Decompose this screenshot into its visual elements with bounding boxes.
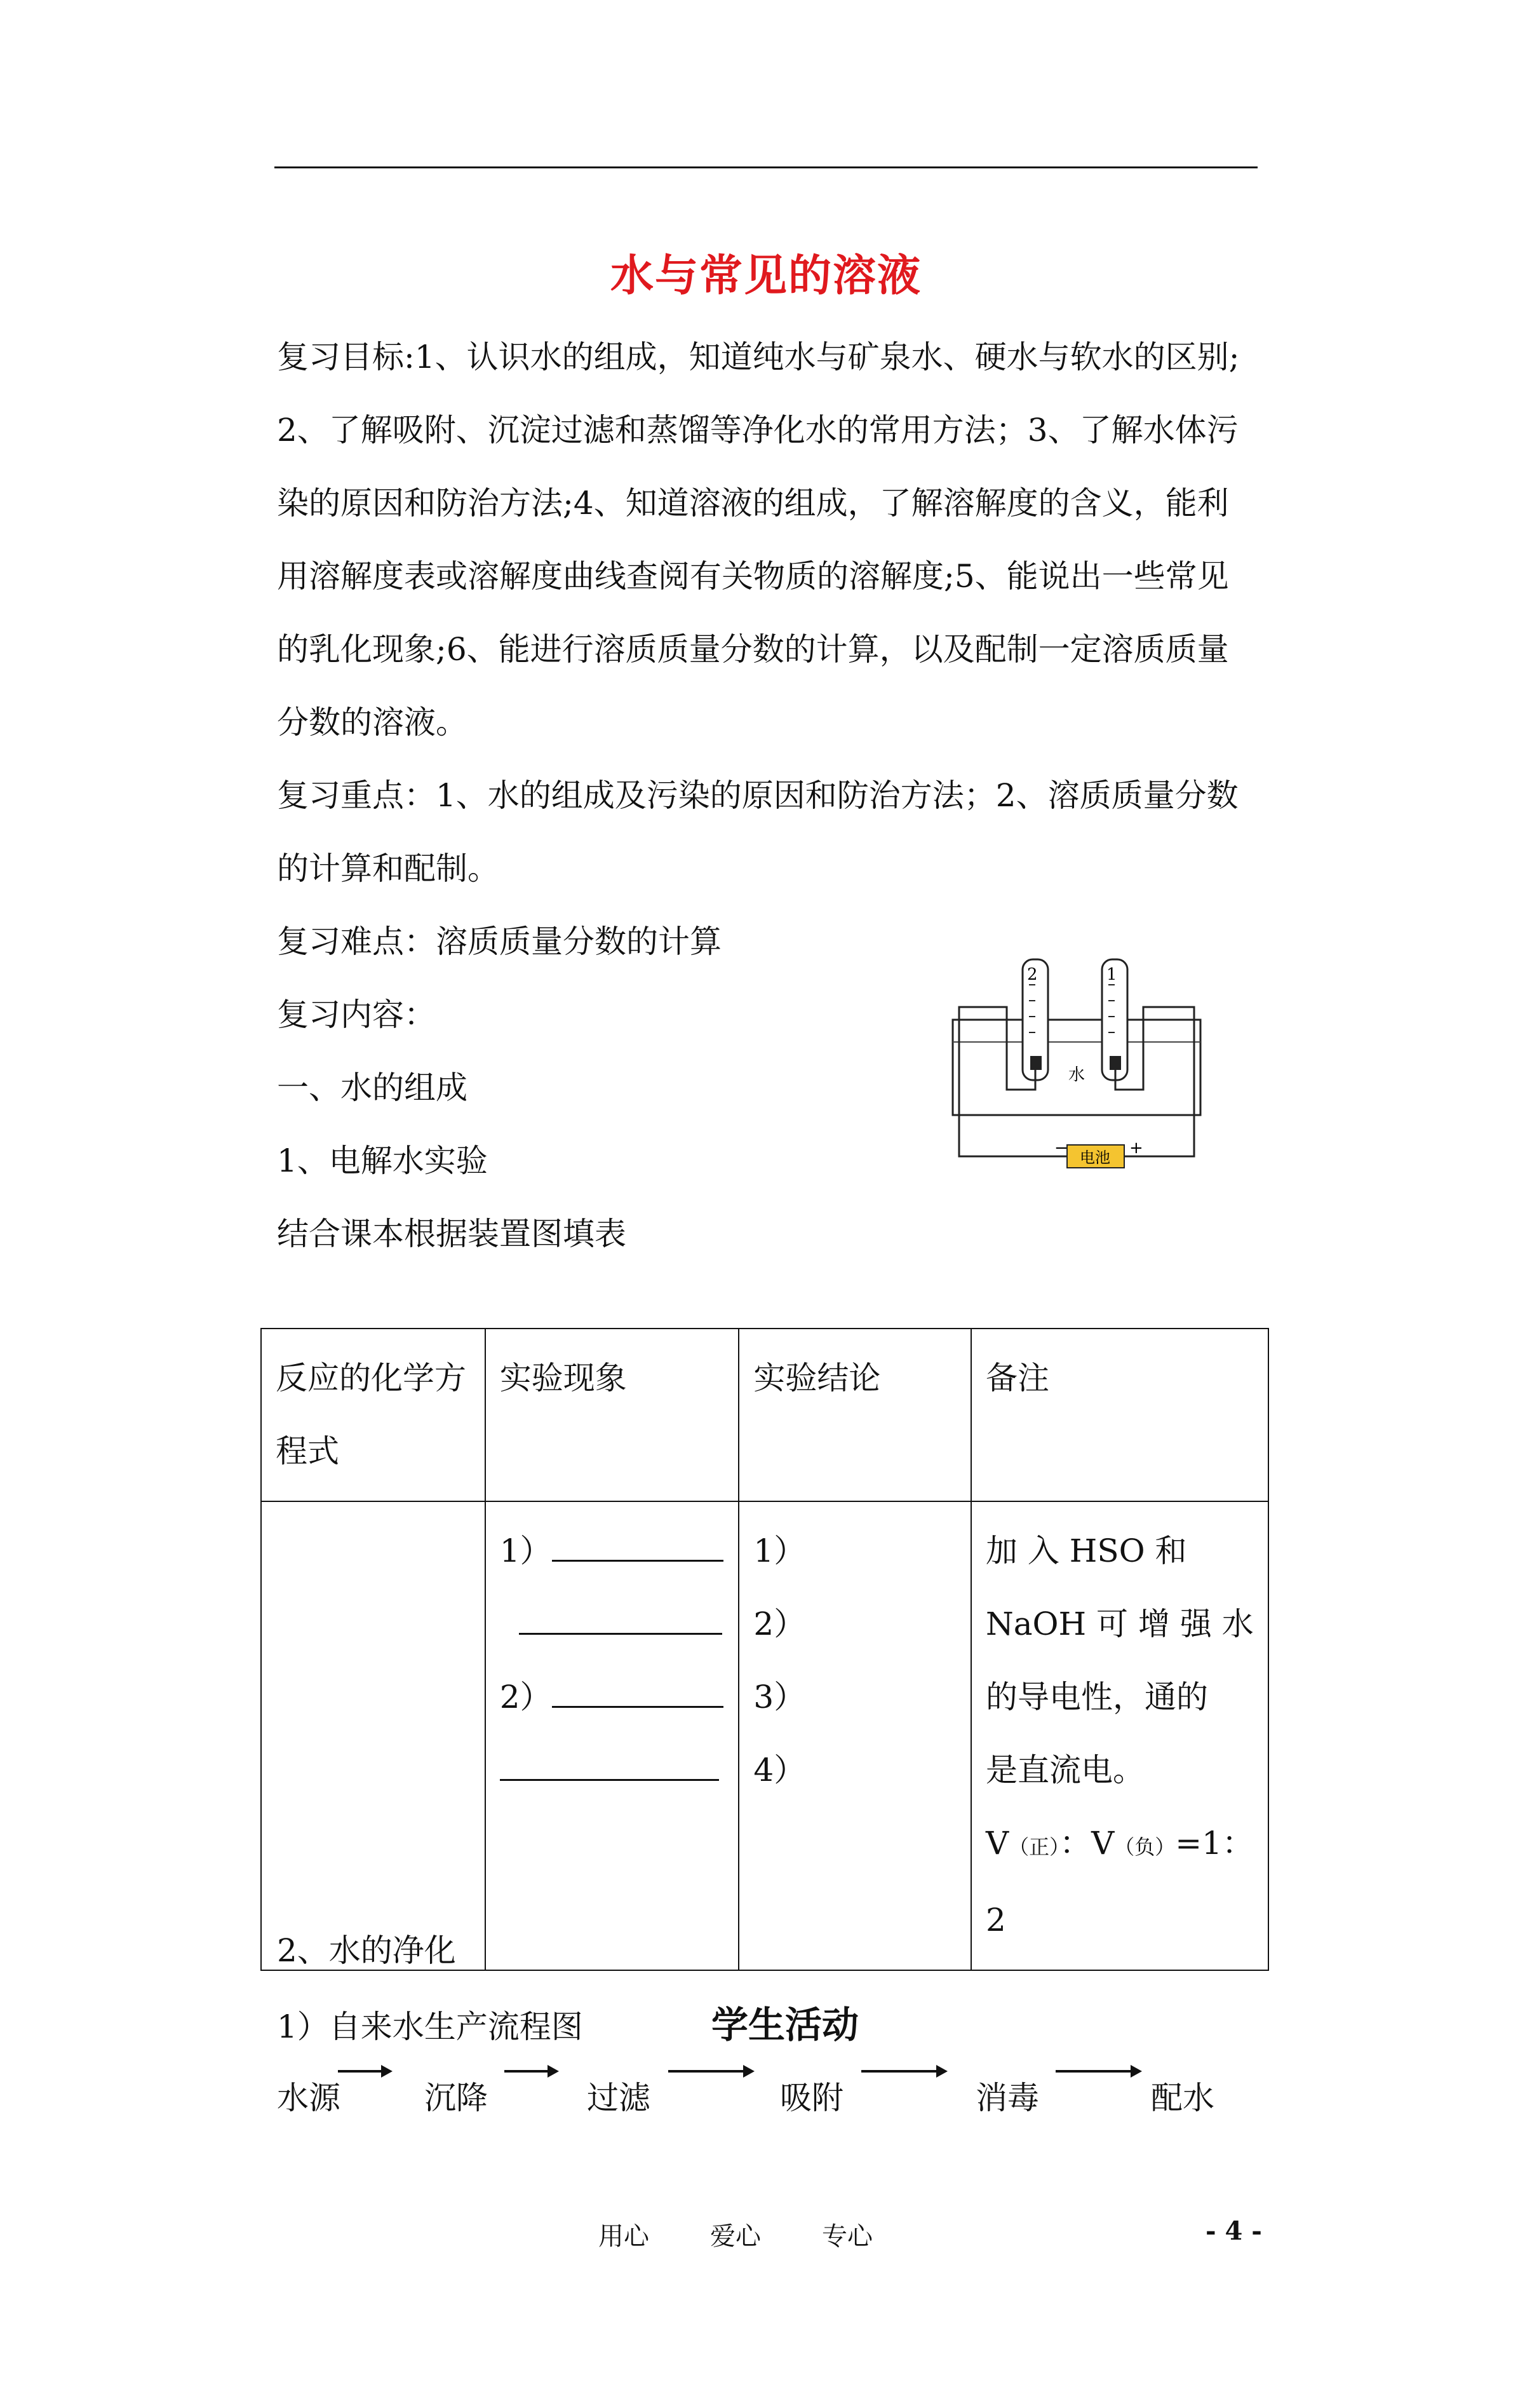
footer-word: 用心 (598, 2222, 649, 2251)
goals-line: 染的原因和防治方法;4、知道溶液的组成，了解溶解度的含义，能利 (277, 485, 1229, 522)
table-header-row (261, 1329, 1268, 1501)
arrow-icon (503, 2062, 560, 2081)
answer-blank[interactable] (552, 1529, 723, 1562)
left-electrode (1030, 1056, 1042, 1070)
phenomena-cell: 1） 2） (485, 1501, 739, 1970)
electrolysis-apparatus-diagram (946, 947, 1213, 1182)
notes-cell: 加 入 HSO 和 NaOH 可 增 强 水 的导电性，通的 是直流电。 V（正）：V（负）=1： 2 (971, 1501, 1268, 1970)
arrow-icon (337, 2062, 394, 2081)
right-tube-label: 1 (1106, 965, 1117, 984)
right-electrode (1110, 1056, 1121, 1070)
water-label: 水 (1068, 1065, 1085, 1085)
page-title: 水与常见的溶液 (610, 250, 922, 301)
arrow-icon (860, 2062, 949, 2081)
header-rule (274, 166, 1258, 168)
goals-line: 分数的溶液。 (277, 704, 467, 741)
footer-word: 专心 (822, 2222, 873, 2251)
answer-blank[interactable] (500, 1749, 719, 1781)
experiment-table (260, 1328, 1269, 1971)
equation-cell[interactable] (261, 1501, 485, 1970)
goals-line: 复习目标:1、认识水的组成，知道纯水与矿泉水、硬水与软水的区别; (277, 339, 1240, 375)
header-phenomena: 实验现象 (485, 1329, 739, 1501)
difficulty-line: 复习难点：溶质质量分数的计算 (277, 923, 722, 960)
goals-line: 用溶解度表或溶解度曲线查阅有关物质的溶解度;5、能说出一些常见 (277, 558, 1229, 595)
flow-step: 配水 (1151, 2080, 1214, 2116)
volume-ratio: V（正）：V（负）=1： (986, 1825, 1254, 1862)
battery-label: 电池 (1080, 1149, 1110, 1167)
flow-step: 沉降 (424, 2080, 488, 2116)
answer-blank[interactable] (552, 1675, 723, 1708)
header-equation: 反应的化学方 程式 (261, 1329, 485, 1501)
header-notes: 备注 (971, 1329, 1268, 1501)
conclusion-item[interactable]: 3） (753, 1679, 806, 1715)
item-purification: 2、水的净化 (277, 1932, 456, 1969)
item-electrolysis: 1、电解水实验 (277, 1142, 488, 1179)
student-activity-heading: 学生活动 (711, 2003, 859, 2046)
negative-sign: − (1054, 1139, 1068, 1158)
conclusion-item[interactable]: 2） (753, 1606, 806, 1642)
goals-line: 2、了解吸附、沉淀过滤和蒸馏等净化水的常用方法；3、了解水体污 (277, 412, 1239, 449)
key-points-line: 复习重点：1、水的组成及污染的原因和防治方法；2、溶质质量分数 (277, 777, 1239, 814)
arrow-icon (1054, 2062, 1143, 2081)
left-tube-label: 2 (1027, 965, 1038, 984)
flow-step: 吸附 (780, 2080, 843, 2116)
flow-step: 过滤 (587, 2080, 650, 2116)
footer-word: 爱心 (710, 2222, 761, 2251)
flow-step: 消毒 (976, 2080, 1039, 2116)
page-number: - 4 - (1206, 2216, 1262, 2246)
content-label: 复习内容： (277, 996, 436, 1033)
instruction-line: 结合课本根据装置图填表 (277, 1215, 626, 1252)
positive-sign: + (1129, 1139, 1143, 1158)
flow-title: 1）自来水生产流程图 (277, 2008, 583, 2045)
conclusion-cell (739, 1501, 971, 1970)
key-points-line: 的计算和配制。 (277, 850, 499, 887)
conclusion-item[interactable]: 1） (753, 1532, 806, 1569)
conclusion-item[interactable]: 4） (753, 1752, 806, 1789)
left-wire (959, 1007, 1067, 1156)
table-row (261, 1501, 1268, 1970)
arrow-icon (667, 2062, 756, 2081)
section-water-composition: 一、水的组成 (277, 1069, 467, 1106)
flow-step: 水源 (277, 2080, 340, 2116)
goals-line: 的乳化现象;6、能进行溶质质量分数的计算，以及配制一定溶质质量 (277, 631, 1229, 668)
answer-blank[interactable] (519, 1602, 722, 1635)
header-conclusion: 实验结论 (739, 1329, 971, 1501)
